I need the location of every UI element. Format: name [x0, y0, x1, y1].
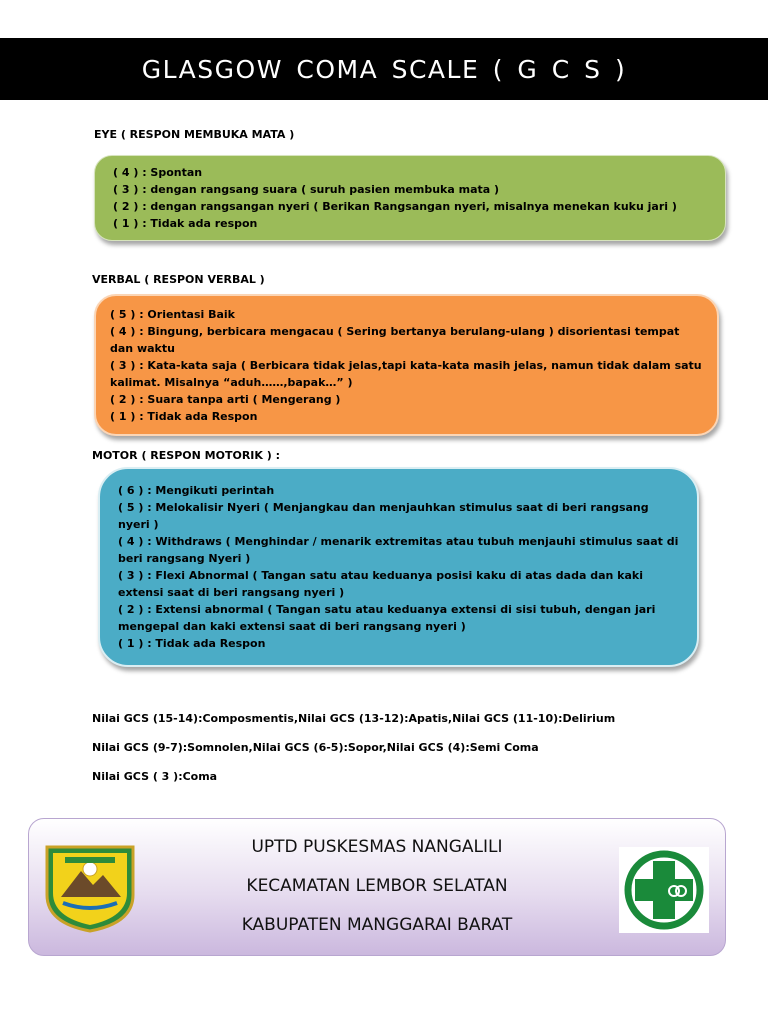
verbal-response-box — [94, 294, 719, 436]
motor-line: ( 4 ) : Withdraws ( Menghindar / menarik extremitas atau tubuh menjauhi stimulus saat di beri rangsang Nyeri ) — [118, 535, 679, 565]
footer-line-3: KABUPATEN MANGGARAI BARAT — [241, 915, 513, 935]
eye-line: ( 4 ) : Spontan — [113, 166, 203, 179]
motor-line: ( 2 ) : Extensi abnormal ( Tangan satu atau keduanya extensi di sisi tubuh, dengan jari mengepal dan kaki extensi saat di beri rangsang nyeri ) — [118, 603, 656, 633]
eye-line: ( 3 ) : dengan rangsang suara ( suruh pasien membuka mata ) — [113, 183, 500, 196]
footer-line-1: UPTD PUSKESMAS NANGALILI — [251, 837, 503, 857]
verbal-line: ( 5 ) : Orientasi Baik — [110, 308, 235, 321]
eye-response-box — [94, 155, 726, 241]
motor-line: ( 1 ) : Tidak ada Respon — [118, 637, 266, 650]
motor-line: ( 6 ) : Mengikuti perintah — [118, 484, 275, 497]
verbal-line: ( 4 ) : Bingung, berbicara mengacau ( Sering bertanya berulang-ulang ) disorientasi tempat dan waktu — [110, 325, 680, 355]
footer-line-2: KECAMATAN LEMBOR SELATAN — [246, 876, 508, 896]
eye-line: ( 2 ) : dengan rangsangan nyeri ( Berikan Rangsangan nyeri, misalnya menekan kuku jari ) — [113, 200, 677, 213]
eye-section-label: EYE ( RESPON MEMBUKA MATA ) — [94, 128, 295, 141]
footer-banner — [28, 818, 726, 956]
page-title: GLASGOW COMA SCALE ( G C S ) — [0, 38, 768, 100]
verbal-section-label: VERBAL ( RESPON VERBAL ) — [92, 273, 265, 286]
motor-response-box — [98, 467, 699, 667]
eye-line: ( 1 ) : Tidak ada respon — [113, 217, 258, 230]
gcs-score-line: Nilai GCS (15-14):Composmentis,Nilai GCS (13-12):Apatis,Nilai GCS (11-10):Delirium — [92, 712, 616, 725]
verbal-line: ( 3 ) : Kata-kata saja ( Berbicara tidak jelas,tapi kata-kata masih jelas, namun tidak dalam satu kalimat. Misalnya “aduh……,bapak…” ) — [110, 359, 702, 389]
motor-line: ( 3 ) : Flexi Abnormal ( Tangan satu atau keduanya posisi kaku di atas dada dan kaki extensi saat di beri rangsang nyeri ) — [118, 569, 643, 599]
gcs-score-line: Nilai GCS ( 3 ):Coma — [92, 770, 218, 783]
motor-line: ( 5 ) : Melokalisir Nyeri ( Menjangkau dan menjauhkan stimulus saat di beri rangsang nyeri ) — [118, 501, 649, 531]
gcs-score-line: Nilai GCS (9-7):Somnolen,Nilai GCS (6-5):Sopor,Nilai GCS (4):Semi Coma — [92, 741, 539, 754]
puskesmas-logo-icon — [619, 847, 709, 933]
verbal-line: ( 1 ) : Tidak ada Respon — [110, 410, 258, 423]
verbal-line: ( 2 ) : Suara tanpa arti ( Mengerang ) — [110, 393, 341, 406]
motor-section-label: MOTOR ( RESPON MOTORIK ) : — [92, 449, 280, 462]
